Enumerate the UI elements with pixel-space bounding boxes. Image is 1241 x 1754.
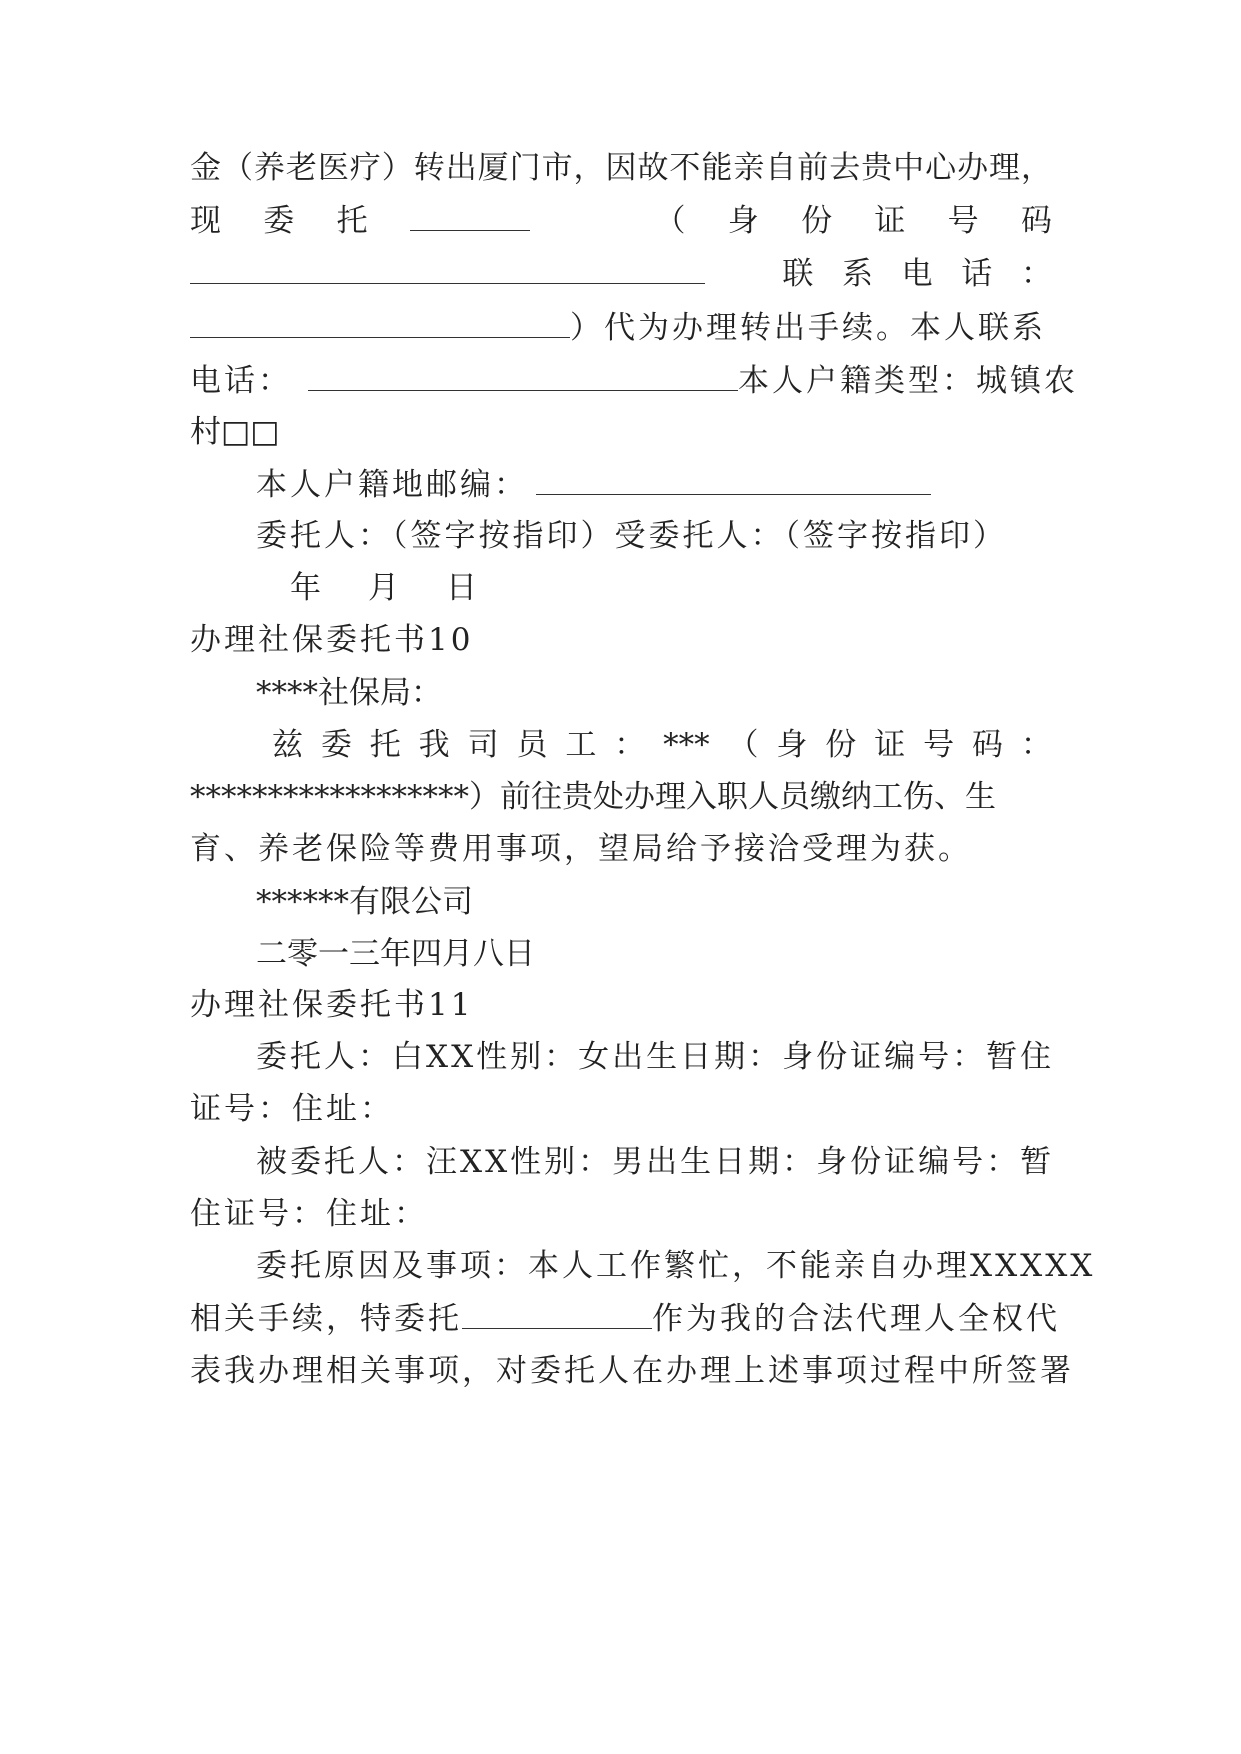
line-8: 委托人：（签字按指印）受委托人：（签字按指印） [256,518,1007,554]
trustee-phone-blank[interactable] [190,307,570,338]
agent-name-blank[interactable] [462,1298,652,1329]
heading-10: 办理社保委托书10 [190,622,474,658]
own-phone-blank[interactable] [308,360,738,391]
p10-line-3: 育、养老保险等费用事项，望局给予接洽受理为获。 [190,831,972,867]
p11-line-1: 委托人：白XX性别：女出生日期：身份证编号：暂住 [256,1039,1055,1075]
p11-line-3: 被委托人：汪XX性别：男出生日期：身份证编号：暂 [256,1144,1055,1180]
postcode-blank[interactable] [536,464,931,495]
line-2: 现 委 托 （ 身 份 证 号 码 [190,200,1052,240]
p11-line-6: 相关手续，特委托 作为我的合法代理人全权代 [190,1298,1052,1338]
trustee-name-blank[interactable] [410,200,530,231]
line-7: 本人户籍地邮编： [256,464,1052,504]
p11-line-5: 委托原因及事项：本人工作繁忙，不能亲自办理XXXXX [256,1248,1096,1284]
line-1: 金（养老医疗）转出厦门市，因故不能亲自前去贵中心办理， [190,150,1052,186]
p11-line-2: 证号：住址： [190,1091,394,1127]
p10-date: 二零一三年四月八日 [256,936,535,972]
p10-addressee: ****社保局： [256,675,442,711]
line-6: 村□□ [190,414,280,450]
p10-line-1: 兹 委 托 我 司 员 工 ： *** （ 身 份 证 号 码 ： [272,727,1052,763]
date-line: 年 月 日 [290,570,485,606]
heading-11: 办理社保委托书11 [190,987,474,1023]
p11-line-7: 表我办理相关事项，对委托人在办理上述事项过程中所签署 [190,1353,1074,1389]
p11-line-4: 住证号：住址： [190,1196,428,1232]
p10-line-2: ******************）前往贵处办理入职人员缴纳工伤、生 [190,779,996,815]
p10-company: ******有限公司 [256,884,473,920]
id-number-blank[interactable] [190,253,705,284]
line-3: 联 系 电 话 ： [190,253,1052,293]
line-4: ）代为办理转出手续。本人联系 [190,307,1052,347]
line-5: 电话： 本人户籍类型：城镇农 [190,360,1052,400]
